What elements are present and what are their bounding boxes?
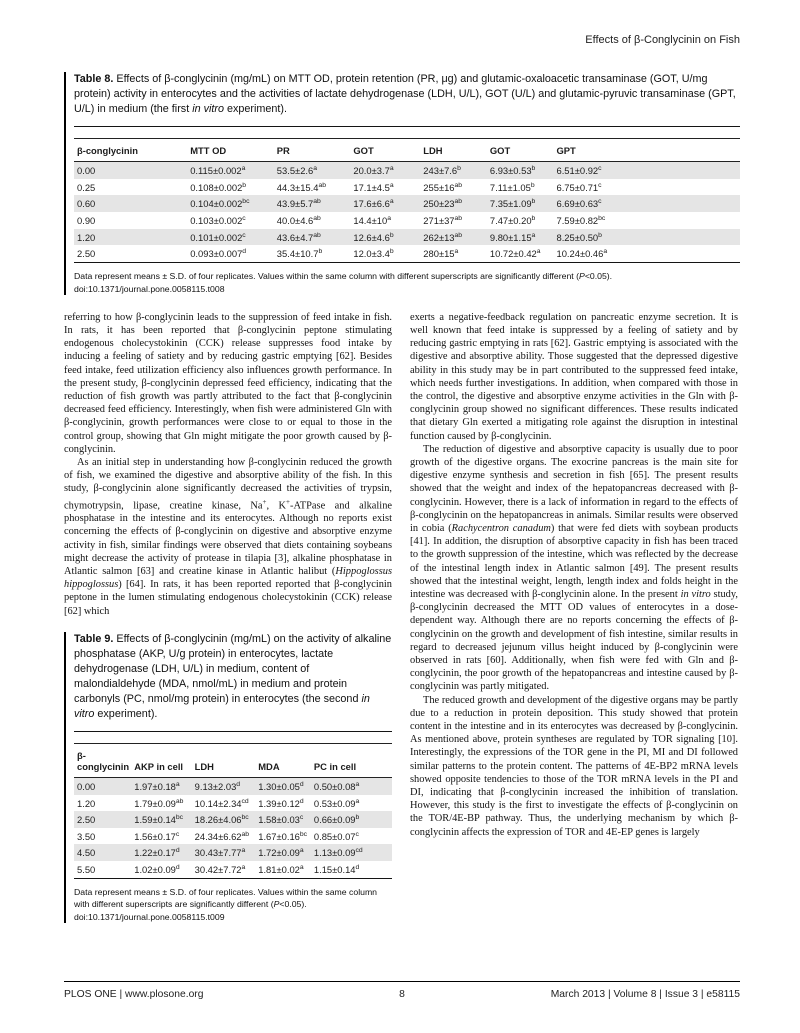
table-row bbox=[74, 195, 740, 212]
table8-body bbox=[74, 162, 740, 263]
paragraph: exerts a negative-feedback regulation on pancreatic enzyme secretion. It is well known that feed intake is suppressed by a feeling of satiety and by reducing gastric emptying in rats [62]. Gastric emptying is associated with the digestive and absorptive ability. Those suggested that the depressed digestive ability in this study may be in part contributed to the suppressed feed intake, which needs further investigations. In addition, when compared with those in the control, the digestive and absorptive enzyme activities in the Gln with β-conglycinin group showed no significant differences. These results indicated that dietary Gln exerted a mitigating role against the disruption in intestinal function caused by β-conglycinin. bbox=[410, 311, 738, 442]
column-header: LDH bbox=[420, 139, 487, 162]
table-cell: 1.81±0.02$^a$ bbox=[258, 864, 304, 876]
table-row bbox=[74, 828, 392, 845]
table8-caption-label: Table 8. bbox=[74, 73, 114, 85]
table9-caption bbox=[74, 632, 392, 732]
running-head: Effects of β-Conglycinin on Fish bbox=[585, 34, 740, 46]
table-cell: 7.35±1.09$^b$ bbox=[489, 198, 536, 210]
table-cell: 4.50 bbox=[77, 847, 96, 859]
table8-header-row bbox=[74, 139, 740, 162]
table-cell: 6.51±0.92$^c$ bbox=[556, 165, 602, 177]
body-left-column bbox=[64, 311, 392, 923]
column-header: PC in cell bbox=[311, 743, 392, 777]
table-cell: 43.6±4.7$^{ab}$ bbox=[276, 231, 321, 243]
table-row bbox=[74, 844, 392, 861]
table-cell: 7.47±0.20$^b$ bbox=[489, 214, 536, 226]
table-cell: 2.50 bbox=[77, 248, 96, 260]
table-cell: 43.9±5.7$^{ab}$ bbox=[276, 198, 321, 210]
column-header: LDH bbox=[192, 743, 256, 777]
table-cell: 10.24±0.46$^a$ bbox=[556, 248, 608, 260]
table-cell: 10.14±2.34$^{cd}$ bbox=[194, 797, 249, 809]
table-cell: 0.103±0.002$^c$ bbox=[190, 214, 246, 226]
table-cell: 1.30±0.05$^d$ bbox=[258, 780, 304, 793]
table-cell: 12.6±4.6$^b$ bbox=[353, 231, 394, 243]
table-row bbox=[74, 861, 392, 878]
column-header: GOT bbox=[487, 139, 554, 162]
table-cell: 0.66±0.09$^b$ bbox=[313, 814, 360, 826]
table-cell: 1.79±0.09$^{ab}$ bbox=[134, 797, 184, 809]
table8-caption bbox=[74, 72, 740, 127]
table-cell: $250\pm 23^{ab}$ bbox=[423, 198, 463, 210]
table-cell: 2.50 bbox=[77, 814, 96, 826]
table-cell: 1.22±0.17$^d$ bbox=[134, 847, 180, 859]
table-cell: 0.60 bbox=[77, 198, 96, 210]
column-header: GOT bbox=[350, 139, 420, 162]
footer-journal: PLOS ONE | www.plosone.org bbox=[64, 989, 204, 1000]
page-content bbox=[64, 0, 740, 923]
column-header: β-conglycinin bbox=[74, 743, 131, 777]
table-cell: 0.104±0.002$^{bc}$ bbox=[190, 198, 250, 210]
table-cell: 53.5±2.6$^a$ bbox=[276, 165, 318, 177]
table-cell: 0.50±0.08$^a$ bbox=[313, 780, 360, 793]
table-cell: 0.25 bbox=[77, 181, 96, 193]
table-cell: $262\pm 13^{ab}$ bbox=[423, 231, 463, 243]
table-cell: 35.4±10.7$^b$ bbox=[276, 248, 323, 260]
table9-header-row bbox=[74, 743, 392, 777]
table-cell: 1.20 bbox=[77, 231, 96, 243]
table-cell: 6.75±0.71$^c$ bbox=[556, 181, 602, 193]
table-cell: 0.53±0.09$^a$ bbox=[313, 797, 360, 809]
page-footer bbox=[64, 981, 740, 1000]
table8-caption-text: Effects of β-conglycinin (mg/mL) on MTT OD, protein retention (PR, μg) and glutamic-oxaloacetic transaminase (GOT, U/mg protein) activity in enterocytes and the activities of lactate dehydrogenase (LDH, U/L), GOT (U/L) and glutamic-pyruvic transaminase (GPT, U/L) in medium (the first in vitro experiment). bbox=[74, 73, 736, 115]
column-header: PR bbox=[274, 139, 351, 162]
table-cell: 0.115±0.002$^a$ bbox=[190, 165, 246, 177]
table-cell: $271\pm 37^{ab}$ bbox=[423, 214, 463, 226]
table-cell: 40.0±4.6$^{ab}$ bbox=[276, 214, 321, 226]
table-row bbox=[74, 179, 740, 196]
table-cell: 3.50 bbox=[77, 830, 96, 842]
table-cell: 1.72±0.09$^a$ bbox=[258, 847, 304, 859]
footer-page-number: 8 bbox=[399, 989, 405, 1000]
table-cell: 6.93±0.53$^b$ bbox=[489, 165, 536, 177]
table-cell: 9.80±1.15$^a$ bbox=[489, 231, 536, 243]
table-cell: 6.69±0.63$^c$ bbox=[556, 198, 602, 210]
table9-caption-label: Table 9. bbox=[74, 632, 114, 645]
table-cell: 30.43±7.77$^a$ bbox=[194, 847, 246, 859]
paragraph: referring to how β-conglycinin leads to the suppression of feed intake in fish. In rats, it has been reported that β-conglycinin peptone stimulating endogenous cholecystokinin (CCK) release suppresses food intake by inducing a feeling of satiety and by reducing gastric emptying [62]. Besides feed intake, feed utilization efficiency also influences growth performance. In the present study, β-conglycinin depressed feed efficiency, indicating that the reduction of fish growth was partly attributed to the fact that β-conglycinin decreased feed efficiency. Interestingly, when fish were administered Gln with β-conglycinin, growth performances were close to or equal to those in the control group, showing that Gln might mitigate the poor growth caused by β-conglycinin. bbox=[64, 311, 392, 455]
table-cell: 1.56±0.17$^c$ bbox=[134, 830, 180, 842]
table-cell: 10.72±0.42$^a$ bbox=[489, 248, 541, 260]
body-right-column bbox=[410, 311, 738, 923]
table9-body bbox=[74, 777, 392, 878]
table-cell: 0.00 bbox=[77, 165, 96, 177]
table-cell: 243±7.6$^b$ bbox=[423, 165, 461, 177]
table-cell: 18.26±4.06$^{bc}$ bbox=[194, 814, 249, 826]
table9-doi: doi:10.1371/journal.pone.0058115.t009 bbox=[74, 911, 225, 922]
table-cell: 5.50 bbox=[77, 864, 96, 876]
table-cell: 0.90 bbox=[77, 214, 96, 226]
table-cell: $280\pm 15^a$ bbox=[423, 248, 459, 260]
table-cell: 1.97±0.18$^a$ bbox=[134, 780, 180, 793]
paragraph: The reduction of digestive and absorptive capacity is usually due to poor growth of the digestive organs. The exocrine pancreas is the main site for digestive enzyme synthesis and secretion in fish [65]. The present results showed that the weight and index of the hepatopancreas decreased with β-conglycinin. However, there is a lack of information in regard to the effects of β-conglycinin on the hepatopancreas in animals. Similar results were observed in cobia (Rachycentron canadum) that were fed diets with soybean products [41]. In addition, the disruption of absorptive capacity in fish has been traced to the growth suppression of the intestine, which was reflected by the decrease of the intestinal length index in Atlantic salmon [49]. The present results showed that the intestinal weight, length, length index and folds height in the intestine was decreased with β-conglycinin alone. In the present in vitro study, β-conglycinin decreased the MTT OD values of enterocytes in a dose-dependent way. Although there are no reports concerning the effects of β-conglycinin on the growth and development of fish intestine, similar results in regard to decreased jejunum villus height induced by β-conglycinin were observed in rats [60]. Additionally, when fish were fed with Gln and β-conglycinin, the poor growth of the hepatopancreas and intestine caused by β-conglycinin was partly mitigated. bbox=[410, 443, 738, 693]
table-cell: 30.42±7.72$^a$ bbox=[194, 864, 246, 876]
table-cell: 20.0±3.7$^a$ bbox=[353, 165, 394, 177]
table-cell: 1.02±0.09$^d$ bbox=[134, 864, 180, 876]
table-cell: 0.85±0.07$^c$ bbox=[313, 830, 359, 842]
table8-block bbox=[64, 72, 740, 295]
table-cell: 12.0±3.4$^b$ bbox=[353, 248, 394, 260]
table-cell: 8.25±0.50$^b$ bbox=[556, 231, 602, 243]
column-header: β-conglycinin bbox=[74, 139, 187, 162]
paragraph: The reduced growth and development of the digestive organs may be partly due to a reduction in protein deposition. This study showed that protein content in the intestine and in its enterocytes was decreased by β-conglycinin. As mentioned above, protein syntheses are regulated by TOR signaling [10]. Interestingly, the expressions of the TOR gene in the PI, MI and DI followed similar patterns to the protein content. The patterns of 4E-BP2 mRNA levels showed opposite tendencies to those of the TOR mRNA levels in the PI and DI, indicating that β-conglycinin increased the inhibition of translation. However, this study is the first to investigate the effects of β-conglycinin on the TOR/4E-BP pathway. Thus, the underlying mechanism by which β-conglycinin affects the expression of TOR and 4E-EP genes is largely bbox=[410, 694, 738, 838]
table-cell: 1.15±0.14$^d$ bbox=[313, 864, 360, 876]
table-row bbox=[74, 777, 392, 794]
table-cell: 1.59±0.14$^{bc}$ bbox=[134, 814, 184, 826]
table-row bbox=[74, 811, 392, 828]
column-header: MDA bbox=[255, 743, 311, 777]
table-cell: 7.11±1.05$^b$ bbox=[489, 181, 535, 193]
table-row bbox=[74, 229, 740, 246]
column-header: MTT OD bbox=[187, 139, 274, 162]
table-cell: 9.13±2.03$^d$ bbox=[194, 780, 241, 793]
table9-block bbox=[64, 632, 392, 923]
table-cell: 1.58±0.03$^c$ bbox=[258, 814, 304, 826]
table8-doi: doi:10.1371/journal.pone.0058115.t008 bbox=[74, 283, 225, 294]
table-cell: 17.1±4.5$^a$ bbox=[353, 181, 394, 193]
table8-footnote: Data represent means ± S.D. of four replicates. Values within the same column with different superscripts are significantly different (P<0.05). bbox=[74, 270, 613, 281]
table-row bbox=[74, 245, 740, 262]
table-row bbox=[74, 212, 740, 229]
table9-footnote: Data represent means ± S.D. of four replicates. Values within the same column with different superscripts are significantly different (P<0.05). bbox=[74, 886, 378, 909]
table-cell: 1.67±0.16$^{bc}$ bbox=[258, 830, 308, 842]
table-cell: 0.093±0.007$^d$ bbox=[190, 248, 247, 260]
table-cell: 24.34±6.62$^{ab}$ bbox=[194, 830, 250, 842]
table-cell: 1.13±0.09$^{cd}$ bbox=[313, 847, 363, 859]
body-columns bbox=[64, 311, 740, 923]
table-cell: $14.4\pm 10^a$ bbox=[353, 214, 391, 226]
table-cell: 7.59±0.82$^{bc}$ bbox=[556, 214, 606, 226]
table-cell: 1.20 bbox=[77, 797, 96, 809]
footer-issue: March 2013 | Volume 8 | Issue 3 | e58115 bbox=[550, 989, 741, 1000]
paragraph: As an initial step in understanding how β-conglycinin reduced the growth of fish, we examined the digestive and absorptive ability of the fish. In this study, β-conglycinin alone significantly decreased the activities of trypsin, chymotrypsin, lipase, creatine kinase, Na+, K+-ATPase and alkaline phosphatase in the intestine and its enterocytes. Although no reports exist concerning the effects of β-conglycinin on digestive and absorptive enzyme activity in fish, similar findings were observed that diets containing soybeans might decrease the activity of protease in tilapia [3], alkaline phosphatase in Atlantic salmon [63] and creatine kinase in Atlantic halibut (Hippoglossus hippoglossus) [64]. In rats, it has been reported reported that β-conglycinin peptone in the lumen stimulating endogenous cholecystokinin (CCK) release [62] which bbox=[64, 456, 392, 617]
table-row bbox=[74, 795, 392, 812]
table-cell: 1.39±0.12$^d$ bbox=[258, 797, 304, 809]
table8 bbox=[74, 138, 740, 263]
table-cell: $255\pm 16^{ab}$ bbox=[423, 181, 463, 193]
table-row bbox=[74, 162, 740, 179]
table9-caption-text: Effects of β-conglycinin (mg/mL) on the activity of alkaline phosphatase (AKP, U/g protein) in enterocytes, lactate dehydrogenase (LDH, U/L) in medium, content of malondialdehyde (MDA, nmol/mL) in medium and protein carbonyls (PC, nmol/mg protein) in enterocytes (the second in vitro experiment). bbox=[74, 632, 392, 720]
column-header: GPT bbox=[553, 139, 740, 162]
table9 bbox=[74, 743, 392, 879]
table-cell: 0.108±0.002$^b$ bbox=[190, 181, 247, 193]
table-cell: 44.3±15.4$^{ab}$ bbox=[276, 181, 326, 193]
column-header: AKP in cell bbox=[131, 743, 191, 777]
table-cell: 17.6±6.6$^a$ bbox=[353, 198, 394, 210]
table-cell: 0.00 bbox=[77, 780, 96, 792]
table-cell: 0.101±0.002$^c$ bbox=[190, 231, 246, 243]
